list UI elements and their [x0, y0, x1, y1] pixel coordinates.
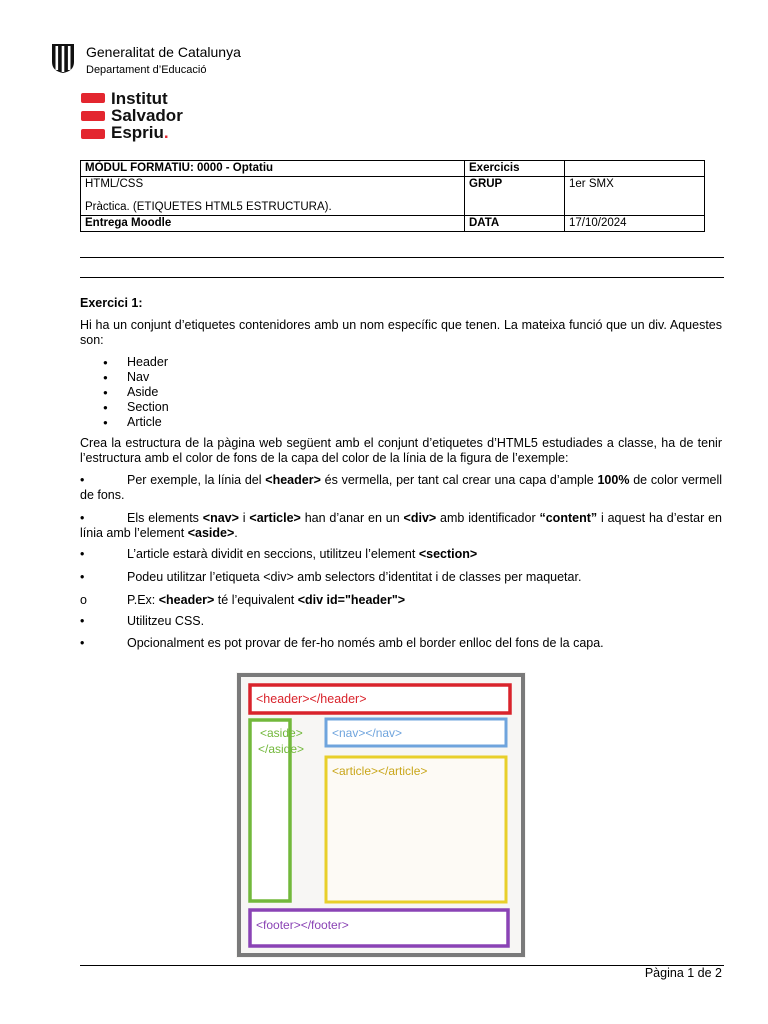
bullet-text	[80, 547, 722, 562]
text-run: P.Ex:	[127, 593, 159, 607]
entrega-label: Entrega Moodle	[81, 216, 465, 232]
divider-line	[80, 257, 724, 258]
institute-line-3: Espriu	[111, 123, 164, 142]
bullet-marker: •	[80, 511, 85, 525]
institute-name	[111, 90, 183, 141]
strong-run: <div>	[403, 511, 437, 525]
bullet-text	[80, 473, 722, 503]
list-item: ● Header	[80, 355, 169, 370]
text-run: té l’equivalent	[214, 593, 298, 607]
bullet-text: Utilitzeu CSS.	[127, 614, 205, 628]
spacer	[85, 192, 460, 200]
bullet-marker: •	[80, 636, 85, 650]
generalitat-logo-icon	[49, 42, 77, 74]
strong-run: <article>	[249, 511, 301, 525]
aside-label-2: </aside>	[258, 742, 305, 756]
exercise-intro: Hi ha un conjunt d’etiquetes contenidores amb un nom específic que tenen. La mateixa funció que un div. Aquestes son:	[80, 318, 722, 347]
modul-label: MÒDUL FORMATIU: 0000 - Optatiu	[81, 161, 465, 177]
bullet-7	[80, 636, 722, 651]
table-row	[81, 177, 705, 216]
list-item: ● Section	[80, 400, 169, 415]
bullet-marker: •	[80, 473, 85, 487]
exercise-title: Exercici 1:	[80, 296, 143, 310]
bullet-marker: •	[80, 570, 85, 584]
institute-dot: .	[163, 123, 169, 142]
info-table	[80, 160, 705, 232]
strong-run: “content”	[539, 511, 598, 525]
department-name: Departament d’Educació	[86, 64, 207, 76]
bullet-marker: o	[80, 593, 87, 607]
strong-run: 100%	[597, 473, 630, 487]
bullet-3	[80, 547, 722, 562]
list-item: ● Article	[80, 415, 169, 430]
institute-line-1: Institut	[111, 89, 168, 108]
text-run: Per exemple, la línia del	[127, 473, 266, 487]
text-run: de color vermell de fons.	[80, 473, 722, 502]
article-box	[326, 757, 506, 902]
article-label: <article></article>	[332, 764, 428, 778]
subject-text: HTML/CSS	[85, 178, 144, 190]
strong-run: <aside>	[187, 526, 235, 540]
bullet-6	[80, 614, 722, 629]
text-run: L’article estarà dividit en seccions, utilitzeu l’element	[127, 547, 419, 561]
strong-run: <header>	[265, 473, 321, 487]
bullet-2	[80, 511, 722, 541]
text-run: i	[238, 511, 250, 525]
text-run: Els elements	[127, 511, 203, 525]
strong-run: <section>	[418, 547, 478, 561]
header-label: <header></header>	[256, 692, 367, 706]
bullet-text	[80, 593, 722, 608]
exercicis-value	[565, 161, 705, 177]
strong-run: <div id="header">	[297, 593, 406, 607]
bullet-marker: •	[80, 547, 85, 561]
grup-value: 1er SMX	[565, 177, 705, 216]
nav-label: <nav></nav>	[332, 726, 403, 740]
list-item: ● Aside	[80, 385, 169, 400]
exercise-instruction: Crea la estructura de la pàgina web següent amb el conjunt d’etiquetes d’HTML5 estudiades a classe, ha de tenir l’estructura amb el color de fons de la capa del color de la línia de la figura de l’exemple:	[80, 436, 722, 465]
bullet-text	[80, 511, 722, 541]
text-run: i aquest ha d’estar en línia amb l’element	[80, 511, 723, 540]
text-run: han d’anar en un	[300, 511, 404, 525]
grup-label: GRUP	[465, 177, 565, 216]
text-run: .	[234, 526, 238, 540]
bullet-marker: •	[80, 614, 85, 628]
practice-text: Pràctica. (ETIQUETES HTML5 ESTRUCTURA).	[85, 201, 332, 213]
bullet-4	[80, 570, 722, 585]
table-row	[81, 216, 705, 232]
institute-line-3-wrap	[111, 124, 183, 141]
tag-list	[80, 355, 169, 430]
bullet-5	[80, 593, 722, 608]
bullet-text: Podeu utilitzar l’etiqueta <div> amb selectors d’identitat i de classes per maquetar.	[127, 570, 582, 584]
footer-divider	[80, 965, 724, 966]
text-run: amb identificador	[436, 511, 540, 525]
institute-line-2: Salvador	[111, 106, 183, 125]
generalitat-name: Generalitat de Catalunya	[86, 44, 241, 60]
table-row	[81, 161, 705, 177]
strong-run: <header>	[158, 593, 215, 607]
institut-logo-icon	[81, 93, 105, 141]
list-item: ● Nav	[80, 370, 169, 385]
text-run: és vermella, per tant cal crear una capa d’ample	[320, 473, 598, 487]
footer-label: <footer></footer>	[256, 918, 349, 932]
page-number: Pàgina 1 de 2	[644, 966, 722, 980]
aside-label-1: <aside>	[260, 726, 303, 740]
exercicis-label: Exercicis	[465, 161, 565, 177]
bullet-text: Opcionalment es pot provar de fer-ho només amb el border enlloc del fons de la capa.	[127, 636, 604, 650]
data-value: 17/10/2024	[565, 216, 705, 232]
divider-line	[80, 277, 724, 278]
bullet-1	[80, 473, 722, 503]
layout-figure	[236, 672, 526, 958]
data-label: DATA	[465, 216, 565, 232]
subject-cell	[81, 177, 465, 216]
strong-run: <nav>	[202, 511, 239, 525]
